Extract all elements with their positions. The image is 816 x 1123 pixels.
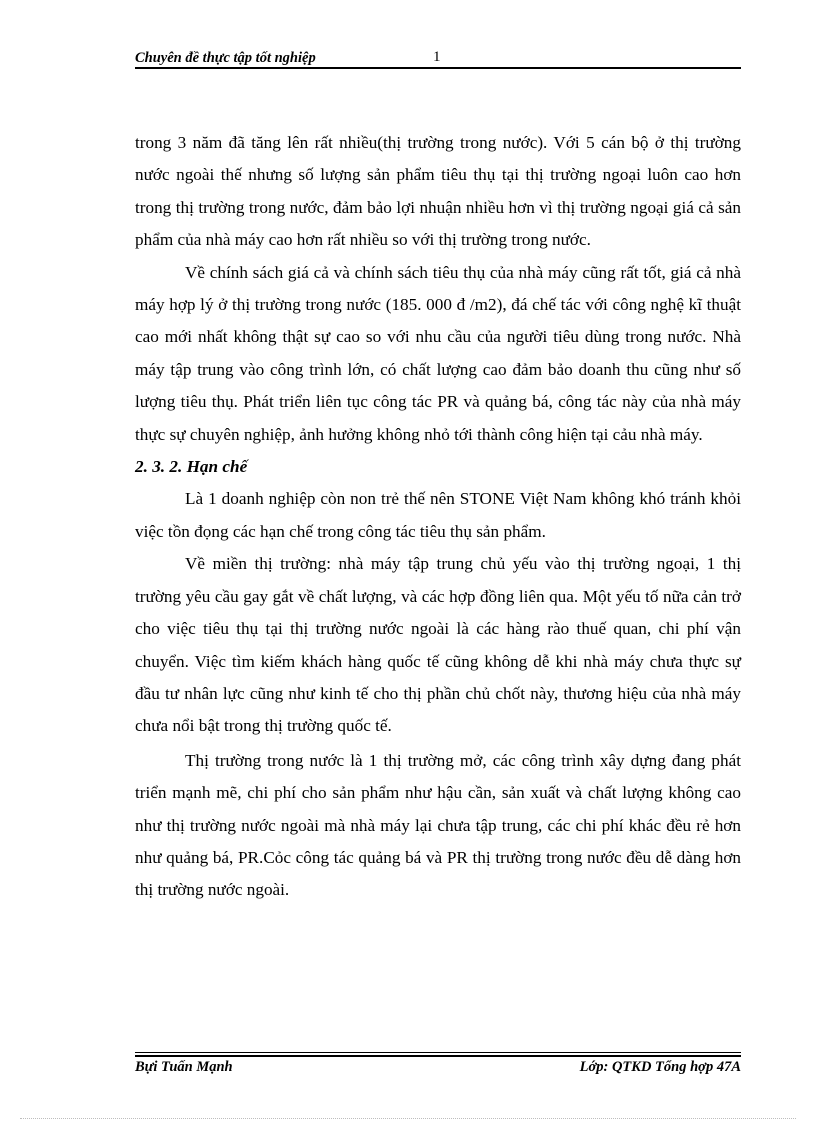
- page-footer: [135, 1059, 741, 1079]
- paragraph-3: Là 1 doanh nghiệp còn non trẻ thế nên STONE Việt Nam không khó tránh khỏi việc tồn đọng các hạn chế trong công tác tiêu thụ sản phẩm.: [135, 489, 741, 541]
- paragraph-1: trong 3 năm đã tăng lên rất nhiều(thị trường trong nước). Với 5 cán bộ ở thị trường nước ngoài thế nhưng số lượng sản phẩm tiêu thụ tại thị trường ngoại luôn cao hơn trong thị trường trong nước, đảm bảo lợi nhuận nhiều hơn vì thị trường ngoại giá cả sản phẩm của nhà máy cao hơn rất nhiều so với thị trường trong nước.: [135, 133, 741, 250]
- paragraph-2: Về chính sách giá cả và chính sách tiêu thụ của nhà máy cũng rất tốt, giá cả nhà máy hợp lý ở thị trường trong nước (185. 000 đ /m2), đá chế tác với công nghệ kĩ thuật cao mới nhất không thật sự cao so với nhu cầu của người tiêu dùng trong nước. Nhà máy tập trung vào công trình lớn, có chất lượng cao đảm bảo doanh thu cũng như số lượng tiêu thụ. Phát triển liên tục công tác PR và quảng bá, công tác này của nhà máy thực sự chuyên nghiệp, ảnh hưởng không nhỏ tới thành công hiện tại cảu nhà máy.: [135, 262, 741, 444]
- footer-author: Bựi Tuấn Mạnh: [135, 1059, 233, 1075]
- paragraph-5: Thị trường trong nước là 1 thị trường mở, các công trình xây dựng đang phát triển mạnh mẽ, chi phí cho sản phẩm như hậu cần, sản xuất và chất lượng không cao như thị trường nước ngoài mà nhà máy lại chưa tập trung, các chi phí khác đều rẻ hơn như quảng bá, PR.Cỏc công tác quảng bá và PR thị trường trong nước đều dễ dàng hơn thị trường nước ngoài.: [135, 750, 741, 900]
- page-header: [135, 48, 741, 68]
- footer-divider-thick: [135, 1055, 741, 1057]
- section-heading: 2. 3. 2. Hạn chế: [135, 457, 248, 477]
- footer-class: Lớp: QTKD Tổng hợp 47A: [579, 1059, 741, 1075]
- footer-divider-thin: [135, 1052, 741, 1053]
- header-divider: [135, 67, 741, 69]
- header-title: Chuyên đề thực tập tốt nghiệp: [135, 50, 316, 66]
- page-number: 1: [433, 49, 441, 65]
- document-body: [135, 127, 741, 907]
- paragraph-4: Về miền thị trường: nhà máy tập trung chủ yếu vào thị trường ngoại, 1 thị trường yêu cầu gay gắt về chất lượng, và các hợp đồng liên qua. Một yếu tố nữa cản trở cho việc tiêu thụ tại thị trường nước ngoài là các hàng rào thuế quan, chi phí vận chuyển. Việc tìm kiếm khách hàng quốc tế cũng không dễ khi nhà máy chưa thực sự đầu tư nhân lực cũng như kinh tế cho thị phần chủ chốt này, thương hiệu của nhà máy chưa nổi bật trong thị trường quốc tế.: [135, 554, 741, 736]
- page-edge-border: [20, 1118, 796, 1119]
